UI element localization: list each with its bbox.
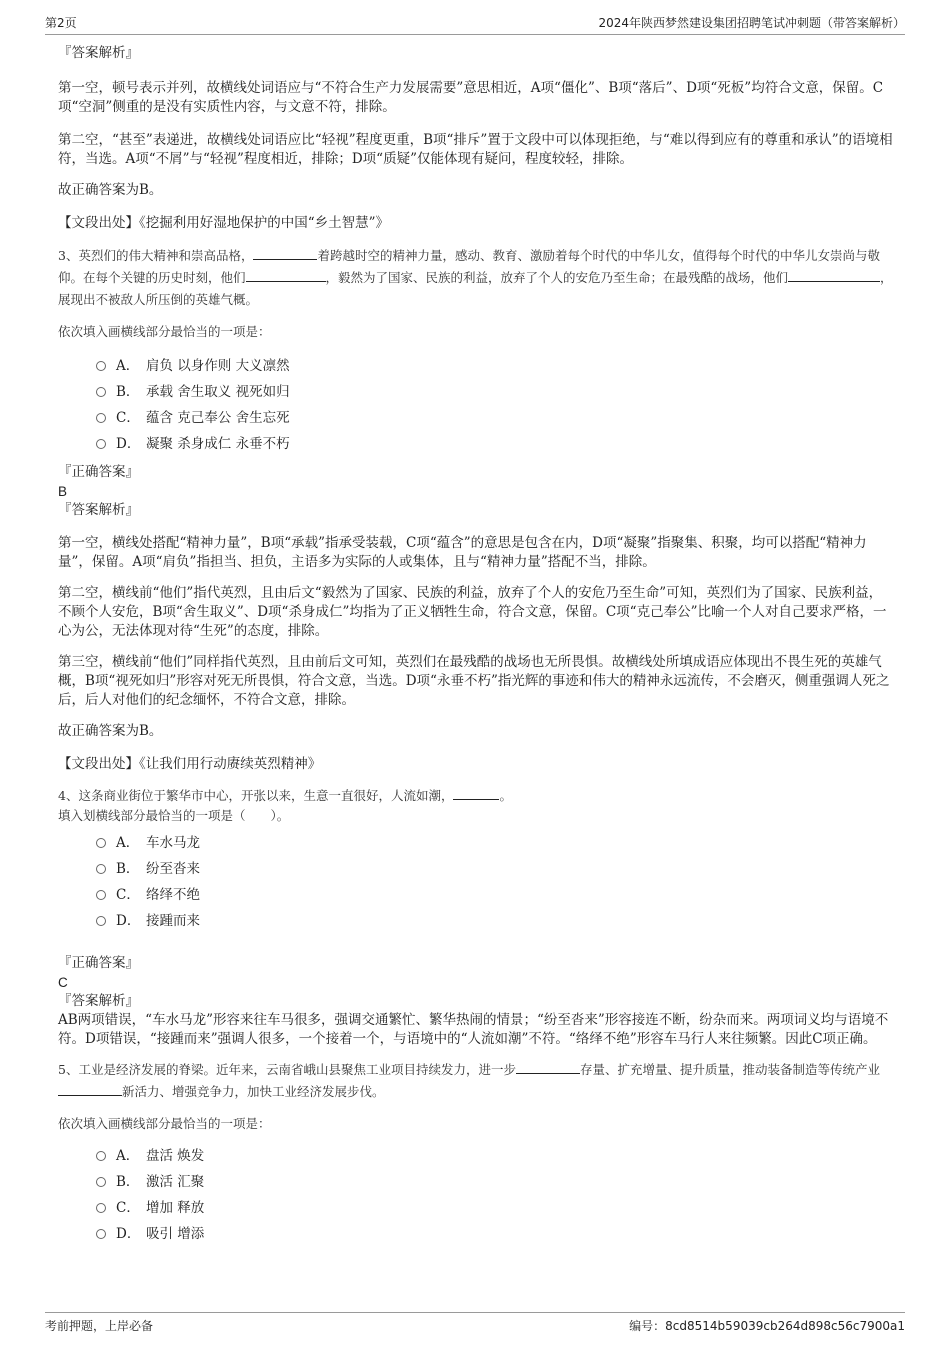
q3-answer: B [58, 484, 68, 499]
radio-icon[interactable] [96, 864, 106, 874]
option-a[interactable]: A． 肩负 以身作则 大义凛然 [96, 353, 895, 379]
source-title: 《让我们用行动赓续英烈精神》 [139, 756, 322, 772]
q5-stem: 5、工业是经济发展的脊梁。近年来，云南省峨山县聚焦工业项目持续发力，进一步 存量、扩充增量、提升质量，推动装备制造等传统产业新活力、增强竞争力，加快工业经济发展步伐。 [58, 1062, 880, 1099]
document-title: 2024年陕西梦然建设集团招聘笔试冲刺题（带答案解析） [598, 16, 905, 30]
option-b[interactable]: B． 承载 舍生取义 视死如归 [96, 379, 895, 405]
radio-icon[interactable] [96, 1177, 106, 1187]
radio-icon[interactable] [96, 1229, 106, 1239]
analysis-label: 『答案解析』 [58, 993, 139, 1009]
q3-prompt: 依次填入画横线部分最恰当的一项是： [58, 324, 271, 339]
page-content [58, 44, 895, 1247]
q3-analysis-p2: 第二空，横线前“他们”指代英烈，且由后文“毅然为了国家、民族的利益，放弃了个人的安危乃至生命”可知，英烈们为了国家、民族利益，不顾个人安危，B项“舍生取义”、D项“杀身成仁”均指为了正义牺牲生命，符合文意，保留。C项“克己奉公”比喻一个人对自己要求严格，一心为公，无法体现对待“生死”的态度，排除。 [58, 585, 887, 639]
correct-answer-label: 『正确答案』 [58, 464, 139, 480]
q3-conclusion: 故正确答案为B。 [58, 723, 163, 739]
blank-line [246, 268, 326, 282]
q5-prompt: 依次填入画横线部分最恰当的一项是： [58, 1116, 271, 1131]
source-prefix: 【文段出处】 [58, 756, 139, 772]
option-c[interactable]: C． 络绎不绝 [96, 882, 895, 908]
source-prefix: 【文段出处】 [58, 215, 139, 231]
q4-stem: 4、这条商业街位于繁华市中心，开张以来，生意一直很好，人流如潮， 。 [58, 788, 512, 803]
q3-analysis-p1: 第一空，横线处搭配“精神力量”，B项“承载”指承受装载，C项“蕴含”的意思是包含在内，D项“凝聚”指聚集、积聚，均可以搭配“精神力量”，保留。A项“肩负”指担当、担负，主语多为实际的人或集体，且与“精神力量”搭配不当，排除。 [58, 535, 867, 570]
option-d[interactable]: D． 吸引 增添 [96, 1221, 895, 1247]
blank-line [453, 786, 499, 800]
q3-options [58, 353, 895, 457]
radio-icon[interactable] [96, 439, 106, 449]
option-d[interactable]: D． 凝聚 杀身成仁 永垂不朽 [96, 431, 895, 457]
q4-options [58, 830, 895, 934]
q4-answer: C [58, 975, 68, 990]
radio-icon[interactable] [96, 890, 106, 900]
q4-prompt: 填入划横线部分最恰当的一项是（ ）。 [58, 808, 290, 823]
radio-icon[interactable] [96, 838, 106, 848]
footer-slogan: 考前押题，上岸必备 [45, 1319, 154, 1333]
radio-icon[interactable] [96, 387, 106, 397]
analysis-label: 『答案解析』 [58, 502, 139, 518]
radio-icon[interactable] [96, 1151, 106, 1161]
q2-analysis-p1: 第一空，顿号表示并列，故横线处词语应与“不符合生产力发展需要”意思相近，A项“僵化”、B项“落后”、D项“死板”均符合文意，保留。C项“空洞”侧重的是没有实质性内容，与文意不符，排除。 [58, 80, 884, 115]
option-b[interactable]: B． 纷至沓来 [96, 856, 895, 882]
radio-icon[interactable] [96, 1203, 106, 1213]
q3-analysis-p3: 第三空，横线前“他们”同样指代英烈，且由前后文可知，英烈们在最残酷的战场也无所畏惧。故横线处所填成语应体现出不畏生死的英雄气概，B项“视死如归”形容对死无所畏惧，符合文意，当选。D项“永垂不朽”指光辉的事迹和伟大的精神永远流传，不会磨灭，侧重强调人死之后，后人对他们的纪念缅怀，不符合文意，排除。 [58, 654, 890, 708]
q4-analysis: AB两项错误，“车水马龙”形容来往车马很多，强调交通繁忙、繁华热闹的情景；“纷至沓来”形容接连不断，纷杂而来。两项词义均与语境不符。D项错误，“接踵而来”强调人很多，一个接着一个，与语境中的“人流如潮”不符。“络绎不绝”形容车马行人来往频繁。因此C项正确。 [58, 1012, 889, 1047]
q2-source [58, 214, 895, 233]
q5-options [58, 1143, 895, 1247]
blank-line [253, 246, 317, 260]
page-header [45, 12, 905, 35]
option-d[interactable]: D． 接踵而来 [96, 908, 895, 934]
option-a[interactable]: A． 盘活 焕发 [96, 1143, 895, 1169]
q2-conclusion: 故正确答案为B。 [58, 182, 163, 198]
q3-source [58, 755, 895, 774]
blank-line [516, 1060, 580, 1074]
blank-line [58, 1082, 122, 1096]
analysis-label: 『答案解析』 [58, 45, 139, 61]
option-c[interactable]: C． 增加 释放 [96, 1195, 895, 1221]
option-c[interactable]: C． 蕴含 克己奉公 舍生忘死 [96, 405, 895, 431]
document-id: 编号：8cd8514b59039cb264d898c56c7900a1 [629, 1319, 905, 1333]
q2-analysis-p2: 第二空，“甚至”表递进，故横线处词语应比“轻视”程度更重，B项“排斥”置于文段中可以体现拒绝，与“难以得到应有的尊重和承认”的语境相符，当选。A项“不屑”与“轻视”程度相近，排除；D项“质疑”仅能体现有疑问，程度较轻，排除。 [58, 132, 893, 167]
blank-line [788, 268, 880, 282]
source-title: 《挖掘利用好湿地保护的中国“乡土智慧”》 [139, 215, 390, 231]
page-number: 第2页 [45, 16, 77, 30]
q3-stem: 3、英烈们的伟大精神和崇高品格， 着跨越时空的精神力量，感动、教育、激励着每个时代的中华儿女，值得每个时代的中华儿女崇尚与敬仰。在每个关键的历史时刻，他们 ，毅然为了国家、民族的利益，放弃了个人的安危乃至生命；在最残酷的战场，他们 ，展现出不被敌人所压倒的英雄气概。 [58, 248, 893, 307]
option-b[interactable]: B． 激活 汇聚 [96, 1169, 895, 1195]
correct-answer-label: 『正确答案』 [58, 955, 139, 971]
radio-icon[interactable] [96, 361, 106, 371]
page-footer [45, 1312, 905, 1333]
option-a[interactable]: A． 车水马龙 [96, 830, 895, 856]
radio-icon[interactable] [96, 413, 106, 423]
radio-icon[interactable] [96, 916, 106, 926]
